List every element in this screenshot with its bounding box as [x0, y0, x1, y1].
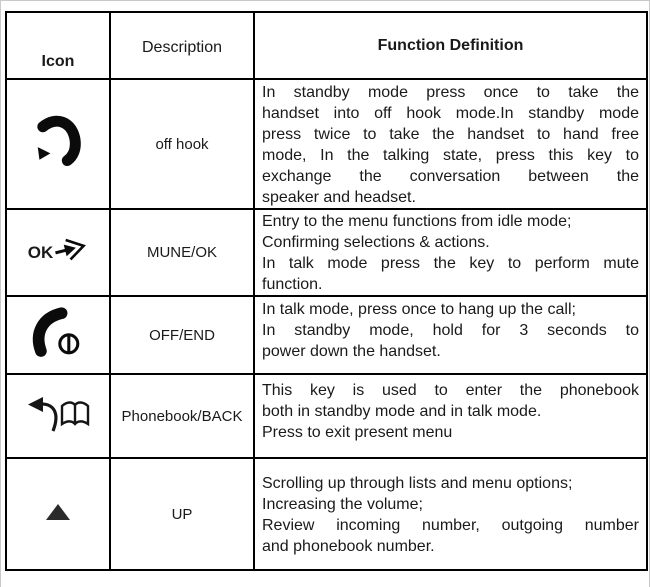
description-text: off hook: [155, 135, 209, 153]
description-cell: [110, 296, 254, 374]
key-function-table: [5, 11, 648, 571]
ok-label: OK: [27, 243, 54, 262]
description-cell: [110, 209, 254, 296]
header-description-label: Description: [110, 12, 254, 79]
function-line: In standby mode, hold for 3 seconds to: [262, 322, 639, 339]
function-line: This key is used to enter the phonebook: [262, 382, 639, 399]
function-line: function.: [262, 276, 323, 293]
off-hook-handset-icon: [31, 114, 85, 170]
header-icon-label: Icon: [6, 12, 110, 79]
description-text: MUNE/OK: [146, 244, 217, 261]
description-cell: [110, 458, 254, 570]
ok-enter-arrow-icon: [28, 239, 89, 267]
function-cell: [254, 296, 647, 374]
icon-cell: [6, 374, 110, 458]
header-function-label: Function Definition: [254, 12, 647, 79]
function-cell: [254, 79, 647, 209]
function-line: In standby mode press once to take the: [262, 84, 639, 101]
icon-cell: [6, 209, 110, 296]
function-line: In talk mode press the key to perform mute: [262, 255, 639, 272]
function-line: mode, In the talking state, press this key to: [262, 147, 639, 164]
function-line: handset into off hook mode.In standby mode: [262, 105, 639, 122]
function-line: In talk mode, press once to hang up the call;: [262, 301, 576, 318]
table-row: [6, 374, 647, 458]
description-text: Phonebook/BACK: [121, 407, 243, 425]
function-line: Entry to the menu functions from idle mode;: [262, 213, 572, 230]
enter-arrow-icon: [54, 233, 88, 261]
off-end-handset-power-icon: [29, 306, 87, 360]
function-line: Review incoming number, outgoing number: [262, 517, 639, 534]
function-cell: [254, 209, 647, 296]
header-row: [6, 12, 647, 79]
function-line: speaker and headset.: [262, 189, 416, 206]
function-line: and phonebook number.: [262, 538, 435, 555]
icon-cell: [6, 79, 110, 209]
function-line: Scrolling up through lists and menu options;: [262, 475, 573, 492]
back-arrow-and-phonebook-icon: [26, 395, 90, 433]
function-line: both in standby mode and in talk mode.: [262, 403, 542, 420]
function-line: exchange the conversation between the: [262, 168, 639, 185]
key-table-body: [6, 79, 647, 570]
function-line: Press to exit present menu: [262, 424, 453, 441]
table-row: [6, 79, 647, 209]
function-line: Confirming selections & actions.: [262, 234, 490, 251]
function-line: Increasing the volume;: [262, 496, 423, 513]
function-cell: [254, 458, 647, 570]
icon-cell: [6, 296, 110, 374]
table-row: [6, 296, 647, 374]
description-text: OFF/END: [149, 326, 215, 344]
icon-cell: [6, 458, 110, 570]
description-cell: [110, 79, 254, 209]
function-cell: [254, 374, 647, 458]
function-line: power down the handset.: [262, 343, 441, 360]
table-row: [6, 458, 647, 570]
table-row: [6, 209, 647, 296]
function-line: press twice to take the handset to hand free: [262, 126, 639, 143]
up-triangle-icon: [46, 504, 70, 520]
description-text: UP: [171, 505, 193, 523]
description-cell: [110, 374, 254, 458]
